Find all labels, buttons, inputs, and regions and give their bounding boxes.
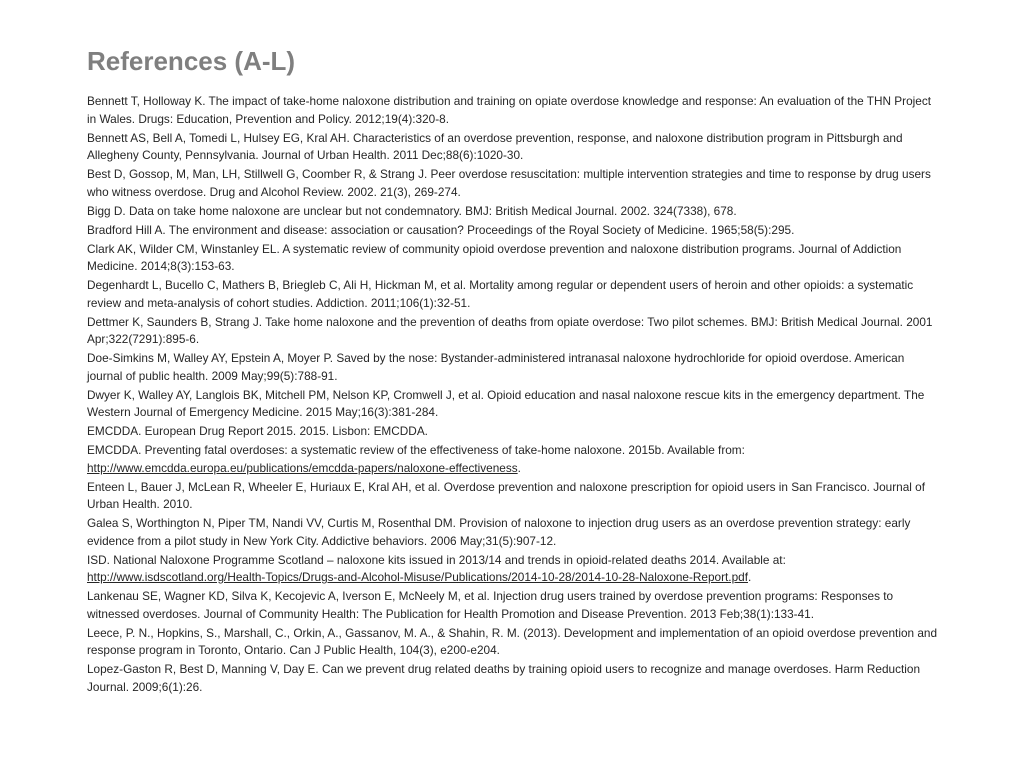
reference-item: Enteen L, Bauer J, McLean R, Wheeler E, Huriaux E, Kral AH, et al. Overdose prevention and naloxone prescription for opioid users in San Francisco. Journal of Urban Health. 2010. bbox=[87, 479, 926, 511]
reference-suffix: . bbox=[747, 570, 752, 584]
reference-item: Dettmer K, Saunders B, Strang J. Take home naloxone and the prevention of deaths from opiate overdose: Two pilot schemes. BMJ: British Medical Journal. 2001 Apr;322(7291):895-6. bbox=[87, 314, 933, 346]
reference-item: Dwyer K, Walley AY, Langlois BK, Mitchell PM, Nelson KP, Cromwell J, et al. Opioid education and nasal naloxone rescue kits in the emergency department. The Western Journal of Emergency Medicine. 2015 May;16(3):381-284. bbox=[87, 387, 925, 419]
page-title: References (A-L) bbox=[87, 46, 296, 76]
reference-text: ISD. National Naloxone Programme Scotland – naloxone kits issued in 2013/14 and trends in opioid-related deaths 2014. Available at: bbox=[87, 552, 786, 567]
reference-item: Lankenau SE, Wagner KD, Silva K, Kecojevic A, Iverson E, McNeely M, et al. Injection drug users trained by overdose prevention programs: Responses to witnessed overdoses. Journal of Community Health: The Publication for Health Promotion and Disease Prevention. 2013 Feb;38(1):133-41. bbox=[87, 589, 894, 621]
reference-item: Lopez-Gaston R, Best D, Manning V, Day E. Can we prevent drug related deaths by training opioid users to recognize and manage overdoses. Harm Reduction Journal. 2009;6(1):26. bbox=[87, 662, 921, 694]
reference-item: Best D, Gossop, M, Man, LH, Stillwell G, Coomber R, & Strang J. Peer overdose resuscitation: multiple intervention strategies and time to response by drug users who witness overdose. Drug and Alcohol Review. 2002. 21(3), 269-274. bbox=[87, 167, 931, 199]
reference-item: Clark AK, Wilder CM, Winstanley EL. A systematic review of community opioid overdose prevention and naloxone distribution programs. Journal of Addiction Medicine. 2014;8(3):153-63. bbox=[87, 241, 902, 273]
reference-item-emcdda bbox=[87, 442, 939, 477]
reference-item: Bradford Hill A. The environment and disease: association or causation? Proceedings of the Royal Society of Medicine. 1965;58(5):295. bbox=[87, 222, 795, 237]
reference-item: Doe-Simkins M, Walley AY, Epstein A, Moyer P. Saved by the nose: Bystander-administered intranasal naloxone hydrochloride for opioid overdose. American journal of public health. 2009 May;99(5):788-91. bbox=[87, 351, 905, 383]
reference-item: EMCDDA. European Drug Report 2015. 2015. Lisbon: EMCDDA. bbox=[87, 424, 428, 438]
reference-text: EMCDDA. Preventing fatal overdoses: a systematic review of the effectiveness of take-home naloxone. 2015b. Available from: bbox=[87, 443, 745, 457]
reference-item: Bennett AS, Bell A, Tomedi L, Hulsey EG, Kral AH. Characteristics of an overdose prevention, response, and naloxone distribution program in Pittsburgh and Allegheny County, Pennsylvania. Journal of Urban Health. 2011 Dec;88(6):1020-30. bbox=[87, 130, 903, 162]
reference-suffix: . bbox=[517, 460, 521, 475]
reference-item: Degenhardt L, Bucello C, Mathers B, Briegleb C, Ali H, Hickman M, et al. Mortality among regular or dependent users of heroin and other opioids: a systematic review and meta-analysis of cohort studies. Addiction. 2011;106(1):32-51. bbox=[87, 278, 914, 310]
reference-list bbox=[87, 93, 939, 696]
isd-link[interactable]: http://www.isdscotland.org/Health-Topics/Drugs-and-Alcohol-Misuse/Publications/2014-10-28/2014-10-28-Naloxone-Report.pdf bbox=[87, 570, 748, 584]
reference-item: Bennett T, Holloway K. The impact of take-home naloxone distribution and training on opiate overdose knowledge and response: An evaluation of the THN Project in Wales. Drugs: Education, Prevention and Policy. 2012;19(4):320-8. bbox=[87, 94, 931, 126]
reference-item: Bigg D. Data on take home naloxone are unclear but not condemnatory. BMJ: British Medical Journal. 2002. 324(7338), 678. bbox=[87, 203, 737, 218]
reference-item: Galea S, Worthington N, Piper TM, Nandi VV, Curtis M, Rosenthal DM. Provision of naloxone to injection drug users as an overdose prevention strategy: early evidence from a pilot study in New York City. Addictive behaviors. 2006 May;31(5):907-12. bbox=[87, 516, 911, 548]
reference-item: Leece, P. N., Hopkins, S., Marshall, C., Orkin, A., Gassanov, M. A., & Shahin, R. M. (2013). Development and implementation of an opioid overdose prevention and response program in Toronto, Ontario. Can J Public Health, 104(3), e200-e204. bbox=[87, 625, 938, 657]
reference-item-isd bbox=[87, 552, 939, 587]
emcdda-link[interactable]: http://www.emcdda.europa.eu/publications/emcdda-papers/naloxone-effectiveness bbox=[87, 460, 518, 475]
